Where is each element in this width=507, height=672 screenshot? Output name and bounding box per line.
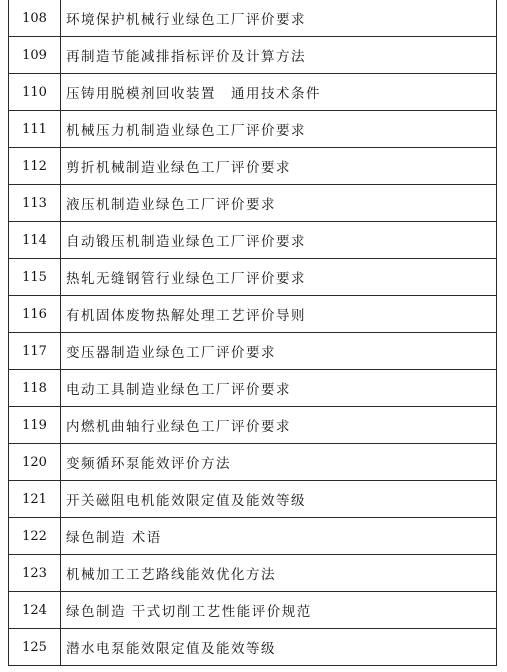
row-title: 液压机制造业绿色工厂评价要求 xyxy=(61,185,497,222)
row-title: 环境保护机械行业绿色工厂评价要求 xyxy=(61,0,497,37)
row-number: 120 xyxy=(9,444,61,481)
row-title: 开关磁阻电机能效限定值及能效等级 xyxy=(61,481,497,518)
table-row xyxy=(9,333,497,370)
row-title: 绿色制造 干式切削工艺性能评价规范 xyxy=(61,592,497,629)
table-row xyxy=(9,407,497,444)
row-title: 变频循环泵能效评价方法 xyxy=(61,444,497,481)
row-title: 机械加工工艺路线能效优化方法 xyxy=(61,555,497,592)
row-title: 剪折机械制造业绿色工厂评价要求 xyxy=(61,148,497,185)
row-number: 110 xyxy=(9,74,61,111)
row-number: 124 xyxy=(9,592,61,629)
table-row xyxy=(9,37,497,74)
row-title: 自动锻压机制造业绿色工厂评价要求 xyxy=(61,222,497,259)
table-row xyxy=(9,370,497,407)
row-number: 122 xyxy=(9,518,61,555)
row-title: 绿色制造 术语 xyxy=(61,518,497,555)
row-title: 变压器制造业绿色工厂评价要求 xyxy=(61,333,497,370)
row-number: 118 xyxy=(9,370,61,407)
table-row xyxy=(9,222,497,259)
row-number: 115 xyxy=(9,259,61,296)
table-row xyxy=(9,296,497,333)
row-number: 108 xyxy=(9,0,61,37)
row-number: 117 xyxy=(9,333,61,370)
row-number: 111 xyxy=(9,111,61,148)
table-row xyxy=(9,74,497,111)
row-title: 热轧无缝钢管行业绿色工厂评价要求 xyxy=(61,259,497,296)
table-row xyxy=(9,481,497,518)
table-row xyxy=(9,185,497,222)
row-number: 116 xyxy=(9,296,61,333)
row-number: 114 xyxy=(9,222,61,259)
row-title: 压铸用脱模剂回收装置 通用技术条件 xyxy=(61,74,497,111)
table-row xyxy=(9,555,497,592)
row-title: 电动工具制造业绿色工厂评价要求 xyxy=(61,370,497,407)
row-number: 119 xyxy=(9,407,61,444)
row-number: 123 xyxy=(9,555,61,592)
table-row xyxy=(9,148,497,185)
row-number: 125 xyxy=(9,629,61,666)
row-title: 机械压力机制造业绿色工厂评价要求 xyxy=(61,111,497,148)
table-row xyxy=(9,592,497,629)
table-row xyxy=(9,259,497,296)
row-title: 内燃机曲轴行业绿色工厂评价要求 xyxy=(61,407,497,444)
row-number: 113 xyxy=(9,185,61,222)
standards-table xyxy=(8,0,497,666)
table-row xyxy=(9,518,497,555)
table-row xyxy=(9,0,497,37)
table-row xyxy=(9,111,497,148)
table-row xyxy=(9,444,497,481)
table-row xyxy=(9,629,497,666)
row-title: 有机固体废物热解处理工艺评价导则 xyxy=(61,296,497,333)
standards-table-body xyxy=(9,0,497,666)
row-title: 潜水电泵能效限定值及能效等级 xyxy=(61,629,497,666)
row-number: 112 xyxy=(9,148,61,185)
row-number: 121 xyxy=(9,481,61,518)
row-number: 109 xyxy=(9,37,61,74)
row-title: 再制造节能减排指标评价及计算方法 xyxy=(61,37,497,74)
